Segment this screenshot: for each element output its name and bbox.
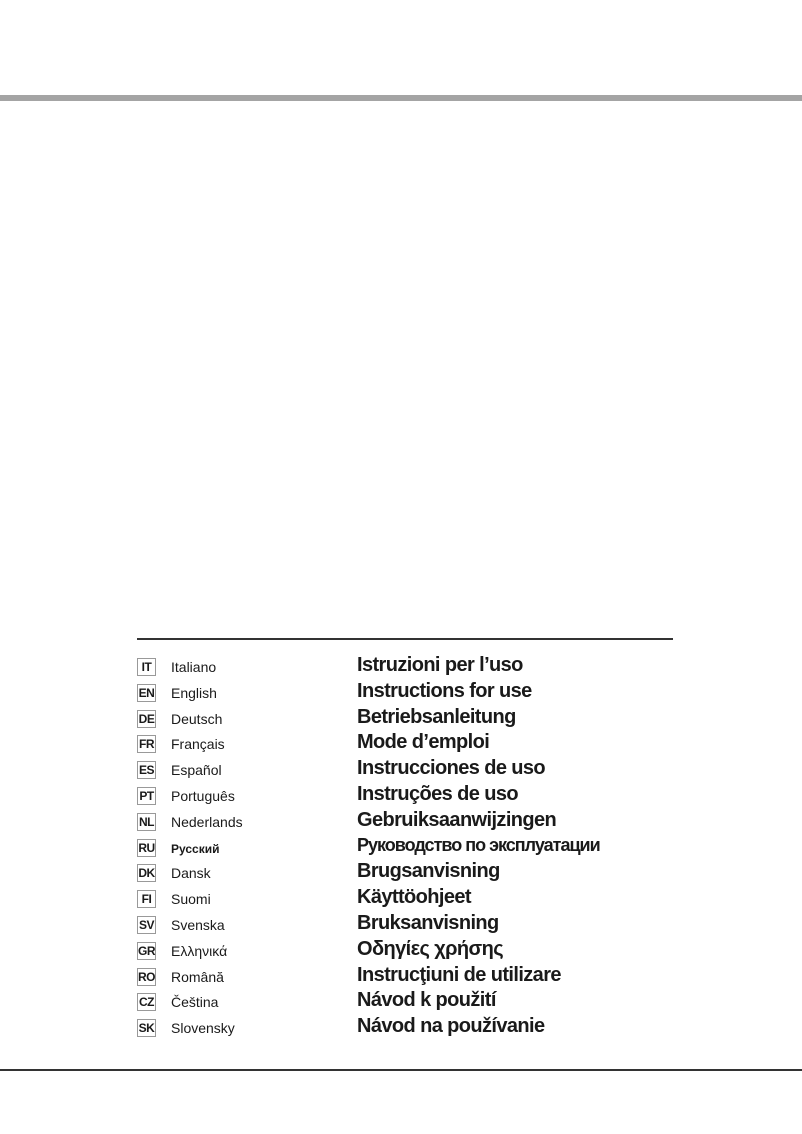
manual-title: Brugsanvisning [357, 860, 500, 883]
language-name: Português [171, 788, 235, 804]
language-name: Français [171, 736, 225, 753]
language-name: Español [171, 762, 222, 779]
manual-title: Návod na používanie [357, 1015, 545, 1038]
language-row [137, 834, 697, 861]
language-name: Nederlands [171, 813, 243, 830]
manual-title: Käyttöohjeet [357, 886, 471, 909]
language-row [137, 759, 697, 783]
manual-title: Gebruiksaanwijzingen [357, 808, 557, 831]
language-row [137, 808, 697, 835]
manual-title: Instrucciones de uso [357, 757, 546, 780]
language-name: Italiano [171, 659, 217, 675]
language-row [137, 785, 697, 809]
manual-title: Руководство по эксплуатации [357, 834, 600, 855]
divider-line [137, 638, 673, 640]
language-name: Ελληνικά [171, 942, 228, 959]
language-name: Suomi [171, 891, 211, 908]
manual-title: Betriebsanleitung [357, 705, 516, 728]
language-code-badge: ES [138, 763, 154, 778]
language-code-badge: RU [138, 840, 155, 855]
language-row [137, 862, 697, 886]
manual-title: Οδηγίες χρήσης [357, 937, 504, 960]
language-name: English [171, 684, 217, 701]
manual-title: Instructions for use [357, 679, 532, 702]
language-code-badge: FI [137, 890, 156, 908]
language-row [137, 937, 697, 964]
language-row [137, 733, 697, 757]
language-row [137, 656, 697, 680]
language-row [137, 888, 697, 912]
language-name: Română [171, 968, 224, 985]
language-row [137, 679, 697, 706]
language-row [137, 914, 697, 938]
manual-title: Mode d’emploi [357, 731, 490, 754]
language-row [137, 963, 697, 990]
language-name: Svenska [171, 917, 225, 933]
language-code-badge: CZ [139, 995, 154, 1010]
language-row [137, 705, 697, 732]
top-gray-bar [0, 95, 802, 101]
language-code-badge: SK [138, 1021, 155, 1036]
language-code-badge: NL [139, 814, 154, 829]
language-code-badge: IT [137, 658, 156, 676]
language-name: Slovensky [171, 1020, 235, 1037]
language-name: Deutsch [171, 710, 223, 727]
language-name: Dansk [171, 865, 211, 882]
language-code-badge: PT [137, 787, 156, 805]
language-name: Русский [171, 841, 220, 856]
language-code-badge: RO [138, 969, 155, 984]
language-name: Čeština [171, 994, 219, 1011]
manual-title: Instruções de uso [357, 783, 518, 805]
language-code-badge: SV [138, 918, 154, 932]
language-row [137, 991, 697, 1015]
language-code-badge: GR [138, 943, 155, 958]
language-code-badge: DK [138, 866, 155, 881]
bottom-divider-line [0, 1069, 802, 1071]
manual-title: Istruzioni per l’uso [357, 654, 523, 676]
language-code-badge: EN [138, 685, 155, 700]
language-code-badge: FR [139, 737, 154, 752]
manual-title: Návod k použití [357, 989, 496, 1012]
manual-title: Bruksanvisning [357, 912, 499, 934]
language-code-badge: DE [138, 711, 155, 726]
manual-title: Instrucţiuni de utilizare [357, 963, 561, 986]
language-row [137, 1017, 697, 1041]
